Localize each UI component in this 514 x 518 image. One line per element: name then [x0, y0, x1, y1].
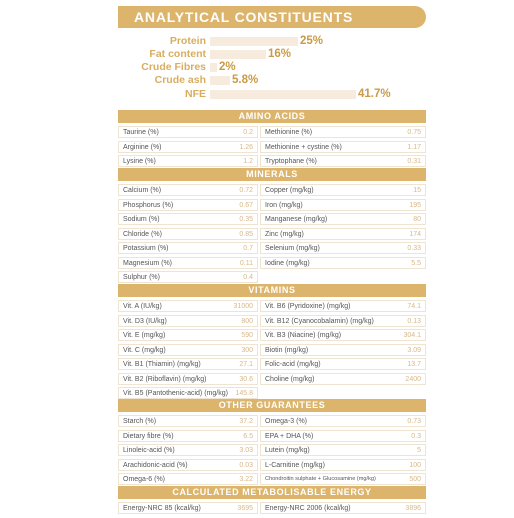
nutrient-row: [260, 184, 426, 196]
nutrient-label: Vit. B5 (Pantothenic-acid) (mg/kg): [123, 390, 228, 397]
nutrient-label: Chondroitin sulphate + Glucosamine (mg/kg): [265, 476, 376, 482]
nutrient-row: [118, 329, 258, 341]
nutrient-row: [260, 213, 426, 225]
nutrient-value: 590: [241, 332, 253, 339]
nutrient-label: Vit. B6 (Pyridoxine) (mg/kg): [265, 303, 351, 310]
nutrient-label: Vit. B3 (Niacine) (mg/kg): [265, 332, 342, 339]
nutrient-value: 0.31: [407, 158, 421, 165]
nutrient-label: Lutein (mg/kg): [265, 447, 310, 454]
analytical-value: 2%: [219, 61, 236, 73]
nutrient-row: [260, 329, 426, 341]
analytical-row: [118, 88, 418, 101]
nutrient-row: [118, 444, 258, 456]
nutrient-value: 3.09: [407, 346, 421, 354]
title-banner: [118, 6, 426, 28]
nutrient-row: [118, 155, 258, 167]
nutrient-label: Vit. E (mg/kg): [123, 332, 166, 339]
nutrient-value: 5.5: [411, 259, 421, 267]
nutrient-label: Manganese (mg/kg): [265, 216, 328, 223]
nutrient-label: Calcium (%): [123, 187, 162, 194]
nutrient-value: 1.17: [407, 143, 421, 151]
nutrient-value: 0.73: [407, 418, 421, 425]
nutrient-label: Methionine (%): [265, 129, 313, 136]
nutrient-label: Energy-NRC 85 (kcal/kg): [123, 505, 201, 512]
nutrient-value: 195: [409, 201, 421, 209]
nutrient-row: [118, 459, 258, 471]
nutrient-value: 800: [241, 317, 253, 325]
nutrient-label: Omega-6 (%): [123, 476, 166, 483]
nutrient-row: [260, 430, 426, 442]
nutrient-row: [260, 126, 426, 138]
nutrient-value: 0.85: [239, 230, 253, 238]
section-other-guarantees: [118, 399, 426, 489]
nutrient-value: 304.1: [403, 332, 421, 339]
nutrient-row: [260, 459, 426, 471]
nutrient-label: Vit. C (mg/kg): [123, 346, 166, 354]
nutrient-row: [118, 257, 258, 269]
nutrient-row: [118, 344, 258, 356]
nutrient-row: [260, 473, 426, 485]
nutrient-label: Vit. A (IU/kg): [123, 303, 162, 310]
nutrient-value: 0.7: [243, 245, 253, 252]
nutrient-value: 30.6: [239, 375, 253, 383]
analytical-row: [118, 61, 418, 74]
nutrient-label: Methionine + cystine (%): [265, 143, 342, 151]
nutrient-label: Choline (mg/kg): [265, 375, 315, 383]
analytical-value: 25%: [300, 35, 324, 47]
nutrient-value: 0.4: [243, 274, 253, 281]
nutrient-label: Chloride (%): [123, 230, 162, 238]
page-title: ANALYTICAL CONSTITUENTS: [134, 9, 354, 25]
nutrient-label: Arginine (%): [123, 143, 162, 151]
section-heading: MINERALS: [118, 168, 426, 181]
nutrient-label: Linoleic-acid (%): [123, 447, 175, 454]
nutrient-row: [118, 199, 258, 211]
nutrient-row: [260, 155, 426, 167]
section-vitamins: [118, 284, 426, 403]
nutrient-value: 0.03: [239, 461, 253, 469]
nutrient-value: 3.22: [239, 476, 253, 483]
nutrient-row: [260, 242, 426, 254]
nutrient-row: [260, 373, 426, 385]
nutrient-row: [260, 344, 426, 356]
nutrient-value: 80: [413, 216, 421, 223]
nutrient-label: EPA + DHA (%): [265, 432, 314, 440]
analytical-label: Crude ash: [154, 74, 206, 86]
analytical-bar: [210, 50, 266, 59]
nutrient-row: [118, 242, 258, 254]
nutrient-value: 0.13: [407, 317, 421, 325]
nutrient-value: 74.1: [407, 303, 421, 310]
nutrient-value: 0.2: [243, 129, 253, 136]
nutrient-row: [118, 213, 258, 225]
nutrient-value: 174: [409, 230, 421, 238]
nutrient-label: Biotin (mg/kg): [265, 346, 309, 354]
section-calculated-metabolisable-energy: [118, 486, 426, 518]
nutrient-value: 145.8: [235, 390, 253, 397]
nutrient-value: 0.35: [239, 216, 253, 223]
nutrient-row: [260, 315, 426, 327]
analytical-bar: [210, 63, 217, 72]
nutrient-value: 1.2: [243, 158, 253, 165]
nutrient-label: Vit. B1 (Thiamin) (mg/kg): [123, 361, 201, 368]
analytical-label: Fat content: [149, 48, 206, 60]
nutrient-row: [118, 430, 258, 442]
section-heading: CALCULATED METABOLISABLE ENERGY: [118, 486, 426, 499]
nutrient-row: [118, 184, 258, 196]
nutrient-row: [260, 300, 426, 312]
nutrient-label: Lysine (%): [123, 158, 156, 165]
analytical-label: Crude Fibres: [141, 61, 206, 73]
nutrient-row: [118, 415, 258, 427]
nutrient-value: 3896: [405, 505, 421, 512]
nutrient-label: Dietary fibre (%): [123, 432, 174, 440]
analytical-value: 16%: [268, 48, 292, 60]
section-amino-acids: [118, 110, 426, 171]
nutrient-label: Vit. D3 (IU/kg): [123, 317, 167, 325]
nutrient-row: [118, 271, 258, 283]
nutrient-label: Tryptophane (%): [265, 158, 317, 165]
nutrient-value: 0.33: [407, 245, 421, 252]
nutrient-row: [260, 141, 426, 153]
nutrient-row: [118, 358, 258, 370]
nutrient-value: 2400: [405, 375, 421, 383]
nutrient-row: [118, 473, 258, 485]
nutrient-value: 0.11: [239, 259, 253, 267]
nutrient-label: Vit. B2 (Riboflavin) (mg/kg): [123, 375, 207, 383]
nutrient-row: [118, 141, 258, 153]
nutrient-value: 31000: [233, 303, 253, 310]
analytical-value: 5.8%: [232, 74, 259, 86]
nutrient-value: 13.7: [407, 361, 421, 368]
nutrient-label: Vit. B12 (Cyanocobalamin) (mg/kg): [265, 317, 374, 325]
nutrient-value: 27.1: [239, 361, 253, 368]
analytical-label: NFE: [185, 88, 206, 100]
nutrient-label: Iodine (mg/kg): [265, 259, 310, 267]
nutrient-value: 1.26: [239, 143, 253, 151]
analytical-bar: [210, 76, 230, 85]
nutrient-label: Sodium (%): [123, 216, 160, 223]
analytical-bar: [210, 90, 356, 99]
nutrient-value: 0.67: [239, 201, 253, 209]
nutrient-value: 100: [409, 461, 421, 469]
nutrient-label: Copper (mg/kg): [265, 187, 314, 194]
nutrient-row: [260, 358, 426, 370]
nutrient-label: Sulphur (%): [123, 274, 160, 281]
nutrient-value: 0.3: [411, 432, 421, 440]
nutrient-row: [260, 502, 426, 514]
section-minerals: [118, 168, 426, 287]
nutrient-row: [260, 415, 426, 427]
analytical-bar: [210, 37, 298, 46]
nutrient-value: 0.75: [407, 129, 421, 136]
nutrient-label: Arachidonic-acid (%): [123, 461, 188, 469]
nutrient-label: Starch (%): [123, 418, 157, 425]
section-heading: OTHER GUARANTEES: [118, 399, 426, 412]
nutrient-label: Magnesium (%): [123, 259, 173, 267]
nutrient-row: [118, 300, 258, 312]
nutrient-row: [118, 373, 258, 385]
nutrient-label: Folic-acid (mg/kg): [265, 361, 321, 368]
nutrient-value: 300: [241, 346, 253, 354]
nutrient-row: [118, 126, 258, 138]
analytical-value: 41.7%: [358, 88, 391, 100]
nutrient-row: [118, 387, 258, 399]
nutrient-row: [118, 315, 258, 327]
nutrient-value: 3.03: [239, 447, 253, 454]
section-heading: VITAMINS: [118, 284, 426, 297]
nutrient-label: Iron (mg/kg): [265, 201, 303, 209]
nutrient-row: [260, 257, 426, 269]
nutrient-label: Omega-3 (%): [265, 418, 308, 425]
nutrient-row: [118, 228, 258, 240]
nutrient-value: 15: [413, 187, 421, 194]
nutrient-value: 6.5: [243, 432, 253, 440]
nutrient-label: Phosphorus (%): [123, 201, 174, 209]
nutrient-value: 37.2: [239, 418, 253, 425]
analytical-row: [118, 48, 418, 61]
section-heading: AMINO ACIDS: [118, 110, 426, 123]
analytical-row: [118, 74, 418, 87]
nutrient-label: Selenium (mg/kg): [265, 245, 320, 252]
analytical-row: [118, 35, 418, 48]
nutrient-value: 3695: [237, 505, 253, 512]
nutrient-label: L-Carnitine (mg/kg): [265, 461, 325, 469]
nutrient-row: [260, 228, 426, 240]
nutrient-row: [260, 444, 426, 456]
nutrient-row: [118, 502, 258, 514]
nutrient-value: 5: [417, 447, 421, 454]
nutrient-row: [260, 199, 426, 211]
nutrient-value: 500: [409, 476, 421, 483]
nutrient-value: 0.72: [239, 187, 253, 194]
nutrient-label: Taurine (%): [123, 129, 159, 136]
analytical-label: Protein: [169, 35, 206, 47]
nutrient-label: Potassium (%): [123, 245, 169, 252]
nutrient-label: Zinc (mg/kg): [265, 230, 304, 238]
nutrient-label: Energy-NRC 2006 (kcal/kg): [265, 505, 351, 512]
